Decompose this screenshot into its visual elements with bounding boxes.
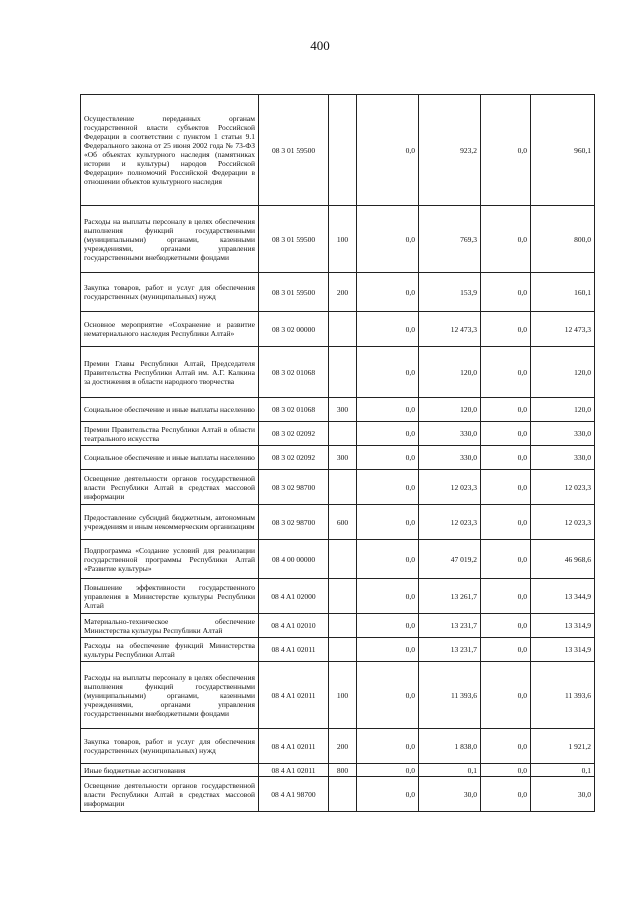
expense-type-code: 100 <box>329 206 357 273</box>
table-row <box>81 764 595 777</box>
amount-col-3: 0,0 <box>481 312 531 347</box>
target-article-code: 08 3 02 02092 <box>259 446 329 470</box>
amount-col-4: 12 023,3 <box>531 470 595 505</box>
amount-col-3: 0,0 <box>481 614 531 638</box>
amount-col-2: 13 261,7 <box>419 579 481 614</box>
amount-col-1: 0,0 <box>357 614 419 638</box>
amount-col-4: 11 393,6 <box>531 662 595 729</box>
table-row <box>81 729 595 764</box>
target-article-code: 08 4 A1 98700 <box>259 777 329 812</box>
expense-type-code <box>329 638 357 662</box>
row-name: Закупка товаров, работ и услуг для обеспечения государственных (муниципальных) нужд <box>81 729 259 764</box>
amount-col-4: 800,0 <box>531 206 595 273</box>
table-row <box>81 505 595 540</box>
amount-col-1: 0,0 <box>357 398 419 422</box>
expense-type-code <box>329 579 357 614</box>
target-article-code: 08 3 02 02092 <box>259 422 329 446</box>
row-name: Повышение эффективности государственного управления в Министерстве культуры Республики Алтай <box>81 579 259 614</box>
target-article-code: 08 4 A1 02011 <box>259 662 329 729</box>
table-row <box>81 470 595 505</box>
target-article-code: 08 4 A1 02011 <box>259 638 329 662</box>
amount-col-3: 0,0 <box>481 505 531 540</box>
amount-col-4: 1 921,2 <box>531 729 595 764</box>
amount-col-3: 0,0 <box>481 446 531 470</box>
amount-col-2: 47 019,2 <box>419 540 481 579</box>
target-article-code: 08 3 02 01068 <box>259 398 329 422</box>
expense-type-code: 300 <box>329 398 357 422</box>
expense-type-code <box>329 422 357 446</box>
amount-col-2: 12 473,3 <box>419 312 481 347</box>
row-name: Расходы на выплаты персоналу в целях обеспечения выполнения функций государственными (муниципальными) органами, казенными учреждениями, органами управления государственными внебюджетными фондами <box>81 206 259 273</box>
row-name: Предоставление субсидий бюджетным, автономным учреждениям и иным некоммерческим организациям <box>81 505 259 540</box>
amount-col-2: 13 231,7 <box>419 614 481 638</box>
table-row <box>81 540 595 579</box>
amount-col-2: 13 231,7 <box>419 638 481 662</box>
amount-col-3: 0,0 <box>481 540 531 579</box>
expense-type-code: 200 <box>329 729 357 764</box>
amount-col-4: 13 344,9 <box>531 579 595 614</box>
row-name: Премии Главы Республики Алтай, Председателя Правительства Республики Алтай им. А.Г. Калкина за достижения в области народного творчества <box>81 347 259 398</box>
amount-col-2: 153,9 <box>419 273 481 312</box>
row-name: Расходы на выплаты персоналу в целях обеспечения выполнения функций государственными (муниципальными) органами, казенными учреждениями, органами управления государственными внебюджетными фондами <box>81 662 259 729</box>
amount-col-3: 0,0 <box>481 422 531 446</box>
table-row <box>81 638 595 662</box>
amount-col-4: 30,0 <box>531 777 595 812</box>
amount-col-3: 0,0 <box>481 579 531 614</box>
row-name: Освещение деятельности органов государственной власти Республики Алтай в средствах массовой информации <box>81 470 259 505</box>
amount-col-3: 0,0 <box>481 729 531 764</box>
amount-col-4: 46 968,6 <box>531 540 595 579</box>
target-article-code: 08 3 02 00000 <box>259 312 329 347</box>
table-row <box>81 95 595 206</box>
target-article-code: 08 3 02 98700 <box>259 470 329 505</box>
target-article-code: 08 4 A1 02000 <box>259 579 329 614</box>
amount-col-1: 0,0 <box>357 729 419 764</box>
expense-type-code <box>329 614 357 638</box>
row-name: Социальное обеспечение и иные выплаты населению <box>81 398 259 422</box>
target-article-code: 08 3 02 01068 <box>259 347 329 398</box>
amount-col-2: 120,0 <box>419 347 481 398</box>
amount-col-3: 0,0 <box>481 662 531 729</box>
row-name: Расходы на обеспечение функций Министерства культуры Республики Алтай <box>81 638 259 662</box>
amount-col-1: 0,0 <box>357 273 419 312</box>
table-row <box>81 614 595 638</box>
target-article-code: 08 3 01 59500 <box>259 95 329 206</box>
amount-col-3: 0,0 <box>481 638 531 662</box>
target-article-code: 08 4 00 00000 <box>259 540 329 579</box>
amount-col-2: 12 023,3 <box>419 505 481 540</box>
amount-col-2: 1 838,0 <box>419 729 481 764</box>
amount-col-4: 13 314,9 <box>531 614 595 638</box>
amount-col-3: 0,0 <box>481 470 531 505</box>
expense-type-code: 200 <box>329 273 357 312</box>
row-name: Закупка товаров, работ и услуг для обеспечения государственных (муниципальных) нужд <box>81 273 259 312</box>
row-name: Иные бюджетные ассигнования <box>81 764 259 777</box>
expense-type-code <box>329 470 357 505</box>
amount-col-1: 0,0 <box>357 638 419 662</box>
amount-col-1: 0,0 <box>357 777 419 812</box>
table-row <box>81 579 595 614</box>
expense-type-code <box>329 347 357 398</box>
page-number: 400 <box>310 38 330 53</box>
amount-col-1: 0,0 <box>357 662 419 729</box>
amount-col-4: 160,1 <box>531 273 595 312</box>
target-article-code: 08 4 A1 02011 <box>259 729 329 764</box>
budget-table-body <box>81 95 595 812</box>
expense-type-code <box>329 312 357 347</box>
amount-col-1: 0,0 <box>357 470 419 505</box>
expense-type-code: 300 <box>329 446 357 470</box>
row-name: Премии Правительства Республики Алтай в области театрального искусства <box>81 422 259 446</box>
row-name: Материально-техническое обеспечение Министерства культуры Республики Алтай <box>81 614 259 638</box>
row-name: Основное мероприятие «Сохранение и развитие нематериального наследия Республики Алтай» <box>81 312 259 347</box>
row-name: Освещение деятельности органов государственной власти Республики Алтай в средствах массовой информации <box>81 777 259 812</box>
expense-type-code <box>329 540 357 579</box>
amount-col-4: 330,0 <box>531 446 595 470</box>
amount-col-2: 0,1 <box>419 764 481 777</box>
expense-type-code: 100 <box>329 662 357 729</box>
amount-col-3: 0,0 <box>481 273 531 312</box>
row-name: Подпрограмма «Создание условий для реализации государственной программы Республики Алтай «Развитие культуры» <box>81 540 259 579</box>
amount-col-2: 769,3 <box>419 206 481 273</box>
table-row <box>81 446 595 470</box>
amount-col-1: 0,0 <box>357 422 419 446</box>
amount-col-1: 0,0 <box>357 505 419 540</box>
amount-col-4: 330,0 <box>531 422 595 446</box>
amount-col-1: 0,0 <box>357 95 419 206</box>
table-row <box>81 422 595 446</box>
row-name: Осуществление переданных органам государственной власти субъектов Российской Федерации в соответствии с пунктом 1 статьи 9.1 Федерального закона от 25 июня 2002 года № 73-ФЗ «Об объектах культурного наследия (памятниках истории и культуры) народов Российской Федерации» полномочий Российской Федерации в отношении объектов культурного наследия <box>81 95 259 206</box>
expense-type-code: 600 <box>329 505 357 540</box>
row-name: Социальное обеспечение и иные выплаты населению <box>81 446 259 470</box>
table-row <box>81 662 595 729</box>
amount-col-2: 11 393,6 <box>419 662 481 729</box>
table-row <box>81 347 595 398</box>
amount-col-3: 0,0 <box>481 95 531 206</box>
amount-col-3: 0,0 <box>481 398 531 422</box>
table-row <box>81 777 595 812</box>
target-article-code: 08 4 A1 02011 <box>259 764 329 777</box>
amount-col-4: 12 023,3 <box>531 505 595 540</box>
amount-col-3: 0,0 <box>481 206 531 273</box>
amount-col-2: 30,0 <box>419 777 481 812</box>
amount-col-4: 120,0 <box>531 347 595 398</box>
expense-type-code <box>329 777 357 812</box>
amount-col-2: 923,2 <box>419 95 481 206</box>
table-row <box>81 398 595 422</box>
budget-table <box>80 94 595 812</box>
amount-col-3: 0,0 <box>481 764 531 777</box>
target-article-code: 08 3 02 98700 <box>259 505 329 540</box>
amount-col-3: 0,0 <box>481 347 531 398</box>
amount-col-1: 0,0 <box>357 764 419 777</box>
amount-col-2: 330,0 <box>419 446 481 470</box>
amount-col-4: 960,1 <box>531 95 595 206</box>
amount-col-4: 12 473,3 <box>531 312 595 347</box>
target-article-code: 08 3 01 59500 <box>259 273 329 312</box>
amount-col-1: 0,0 <box>357 206 419 273</box>
target-article-code: 08 3 01 59500 <box>259 206 329 273</box>
amount-col-4: 120,0 <box>531 398 595 422</box>
amount-col-2: 330,0 <box>419 422 481 446</box>
amount-col-2: 120,0 <box>419 398 481 422</box>
table-row <box>81 312 595 347</box>
target-article-code: 08 4 A1 02010 <box>259 614 329 638</box>
amount-col-1: 0,0 <box>357 347 419 398</box>
amount-col-2: 12 023,3 <box>419 470 481 505</box>
table-row <box>81 206 595 273</box>
amount-col-1: 0,0 <box>357 579 419 614</box>
table-row <box>81 273 595 312</box>
amount-col-1: 0,0 <box>357 540 419 579</box>
amount-col-4: 0,1 <box>531 764 595 777</box>
amount-col-3: 0,0 <box>481 777 531 812</box>
expense-type-code: 800 <box>329 764 357 777</box>
expense-type-code <box>329 95 357 206</box>
amount-col-4: 13 314,9 <box>531 638 595 662</box>
amount-col-1: 0,0 <box>357 312 419 347</box>
amount-col-1: 0,0 <box>357 446 419 470</box>
